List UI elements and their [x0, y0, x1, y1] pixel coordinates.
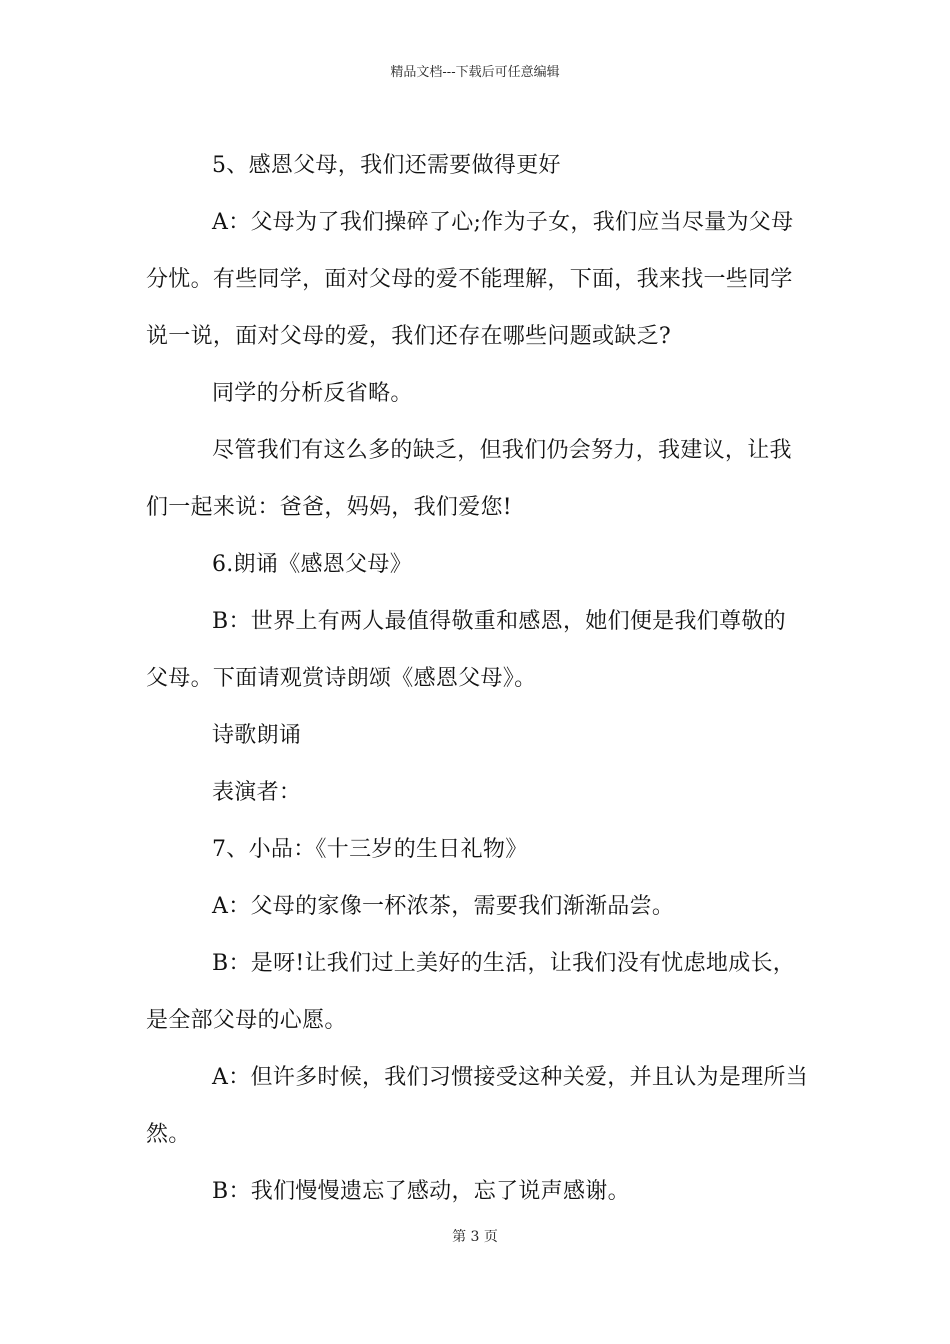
- paragraph-section-6-title: 6.朗诵《感恩父母》: [212, 552, 412, 577]
- document-body: [146, 137, 808, 1220]
- paragraph-section-7-title: 7、小品：《十三岁的生日礼物》: [212, 837, 528, 862]
- paragraph-a-take-for-granted: A：但许多时候，我们习惯接受这种关爱，并且认为是理所当然。: [146, 1065, 808, 1147]
- paragraph-b-respect-parents: B：世界上有两人最值得敬重和感恩，她们便是我们尊敬的父母。下面请观赏诗朗颂《感恩父母》。: [146, 609, 786, 691]
- paragraph-together-say: 尽管我们有这么多的缺乏，但我们仍会努力，我建议，让我们一起来说：爸爸，妈妈，我们爱您!: [146, 438, 792, 520]
- paragraph-section-5-title: 5、感恩父母，我们还需要做得更好: [212, 153, 561, 178]
- paragraph-a-strong-tea: A：父母的家像一杯浓茶，需要我们渐渐品尝。: [212, 894, 675, 919]
- paragraph-a-parents-care: A：父母为了我们操碎了心;作为子女，我们应当尽量为父母分忧。有些同学，面对父母的爱不能理解，下面，我来找一些同学说一说，面对父母的爱，我们还存在哪些问题或缺乏?: [146, 210, 794, 349]
- paragraph-poem-recital: 诗歌朗诵: [212, 723, 302, 748]
- paragraph-b-parents-wish: B：是呀!让我们过上美好的生活，让我们没有忧虑地成长，是全部父母的心愿。: [146, 951, 796, 1033]
- paragraph-performers: 表演者：: [212, 780, 302, 805]
- page-number: 第 3 页: [452, 1229, 498, 1245]
- paragraph-b-forget-thanks: B：我们慢慢遗忘了感动，忘了说声感谢。: [212, 1179, 630, 1204]
- page-header: 精品文档---下载后可任意编辑: [390, 65, 560, 80]
- paragraph-students-reflection: 同学的分析反省略。: [212, 381, 413, 406]
